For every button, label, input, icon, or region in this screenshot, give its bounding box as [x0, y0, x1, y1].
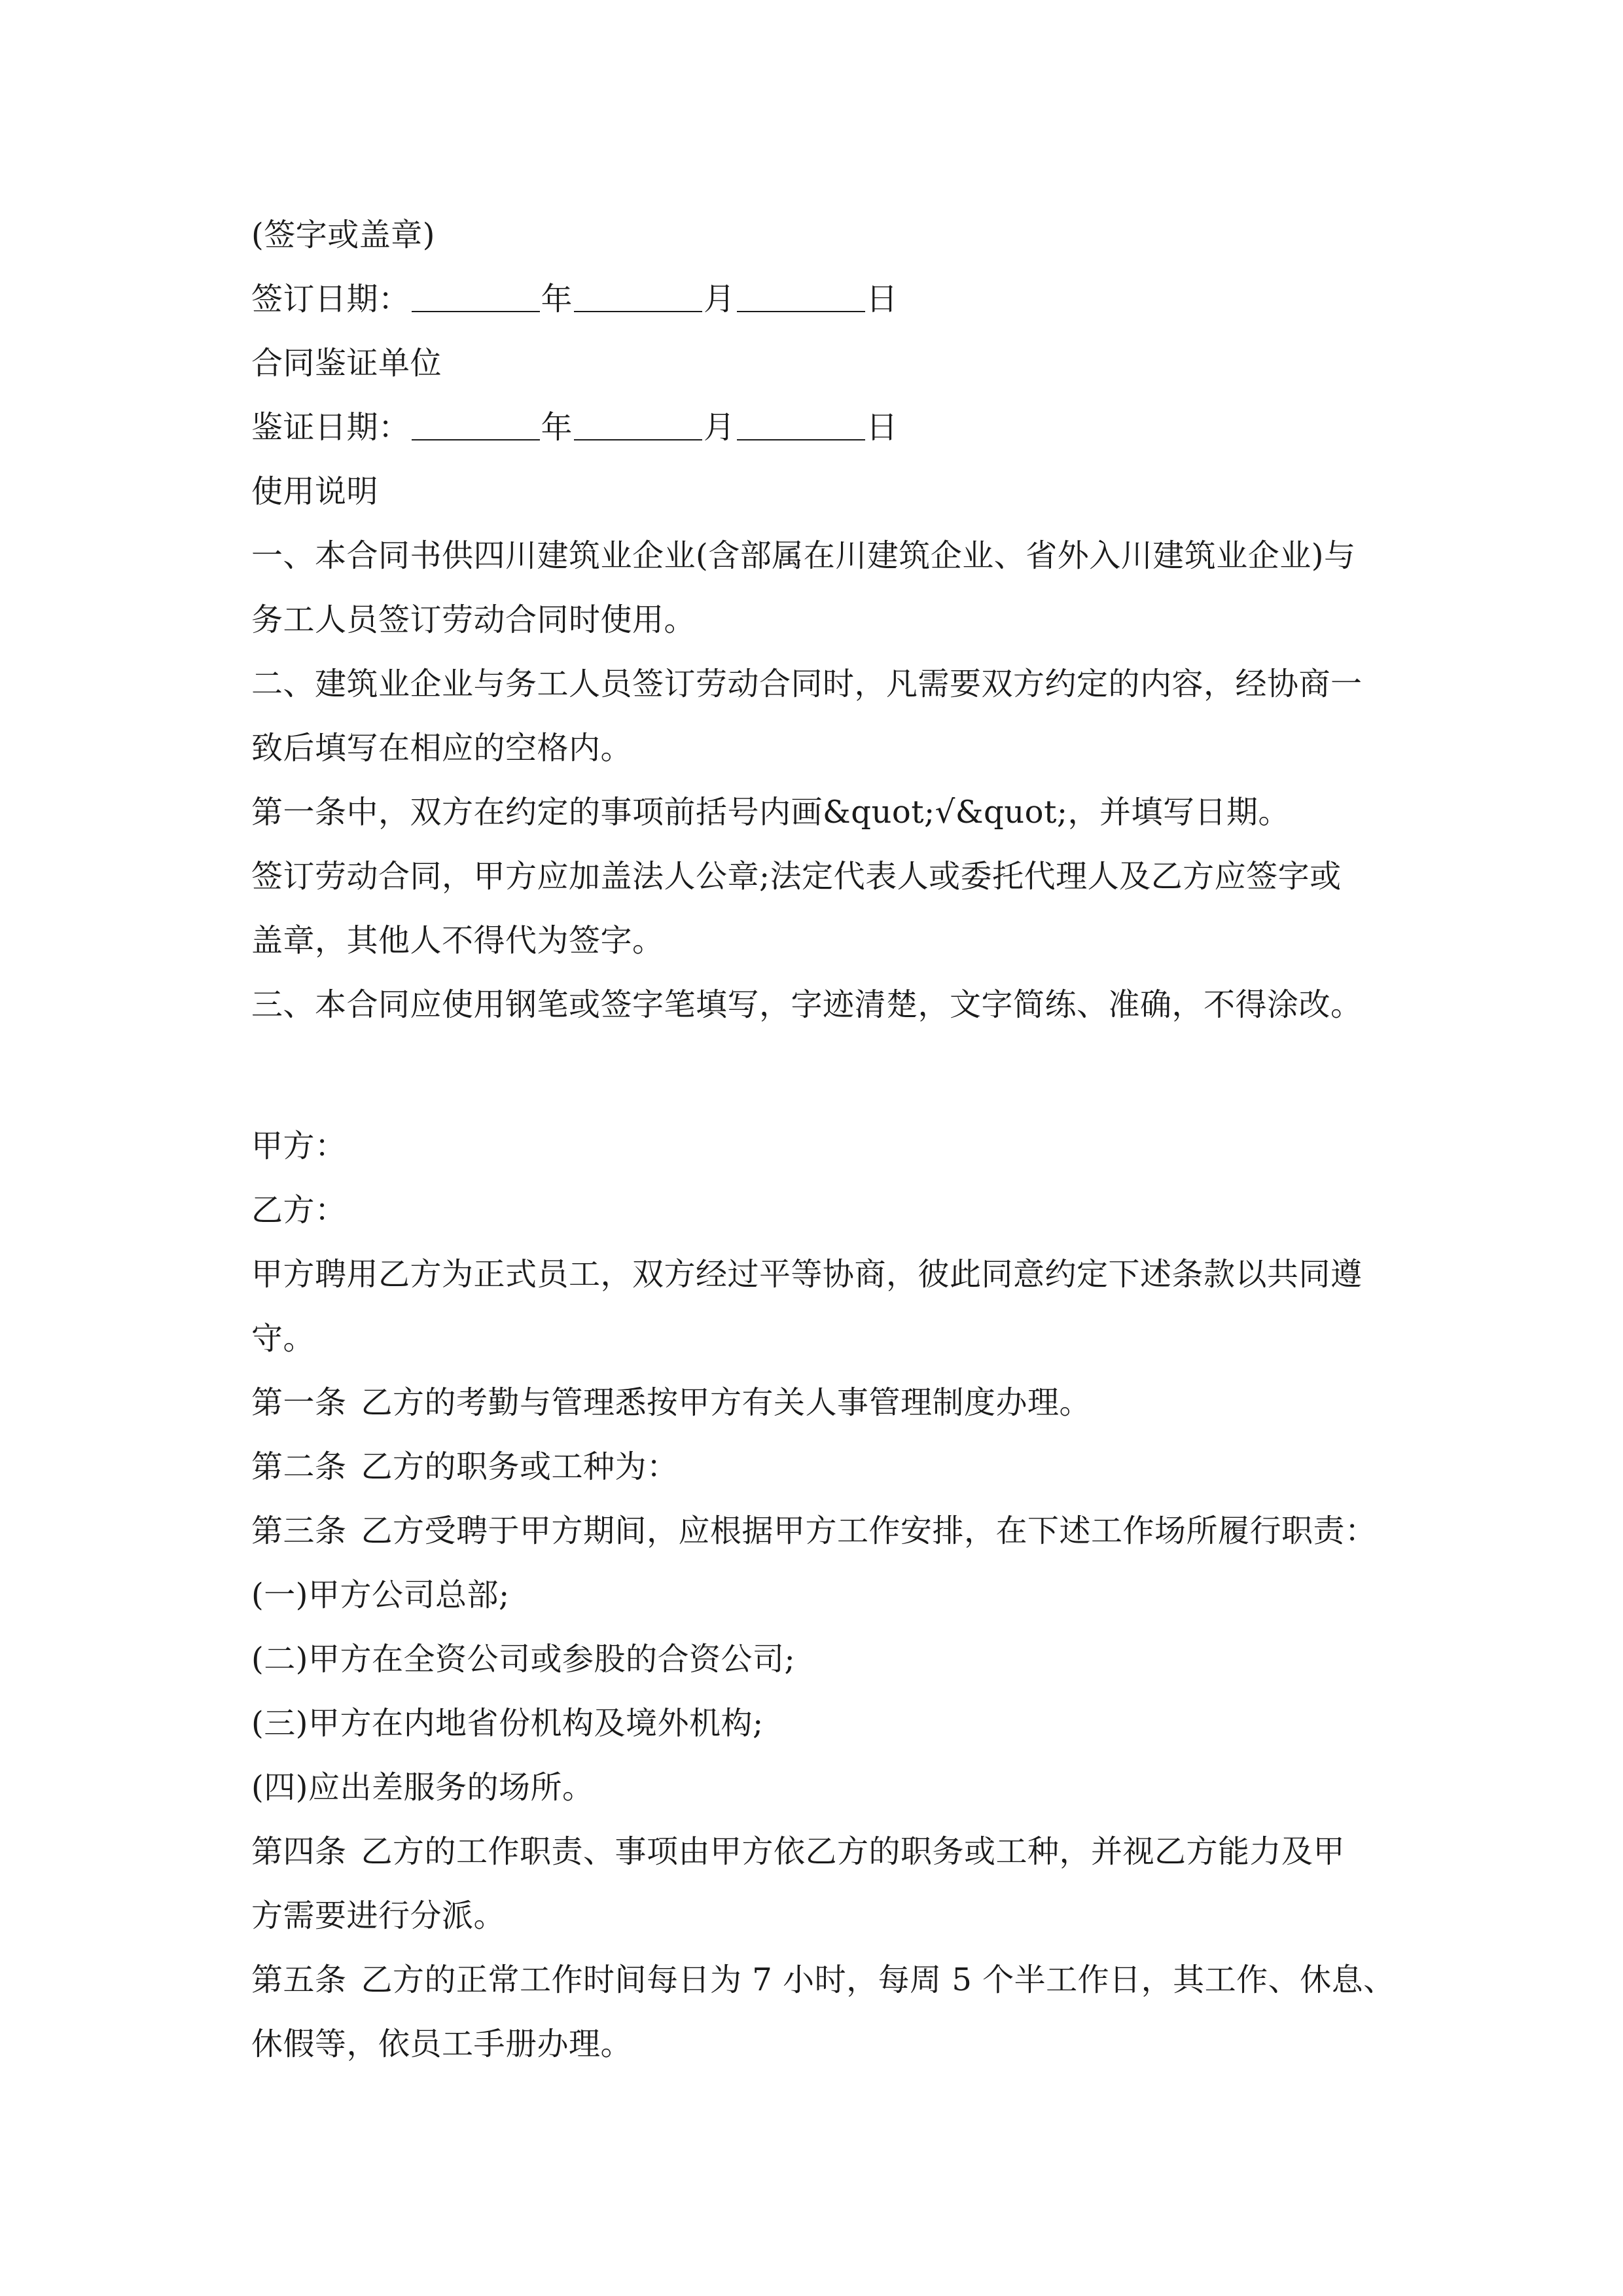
article-number: 第五条 — [251, 1962, 347, 1998]
verify-date-line — [251, 395, 1403, 459]
article-text: 乙方的考勤与管理悉按甲方有关人事管理制度办理。 — [361, 1384, 1092, 1421]
sign-or-seal: (签字或盖章) — [251, 217, 435, 253]
instruction-line: 盖章，其他人不得代为签字。 — [251, 922, 664, 959]
article-text: 乙方的正常工作时间每日为 7 小时，每周 5 个半工作日，其工作、休息、 — [361, 1962, 1395, 1998]
article-text: 乙方的职务或工种为： — [361, 1448, 679, 1485]
verify-month-blank[interactable] — [574, 413, 702, 440]
instruction-line: 一、本合同书供四川建筑业企业(含部属在川建筑企业、省外入川建筑业企业)与 — [251, 537, 1356, 574]
article-text: 乙方受聘于甲方期间，应根据甲方工作安排，在下述工作场所履行职责： — [361, 1513, 1377, 1549]
instruction-line: 第一条中，双方在约定的事项前括号内画&quot;√&quot;，并填写日期。 — [251, 794, 1291, 831]
contract-intro: 甲方聘用乙方为正式员工，双方经过平等协商，彼此同意约定下述条款以共同遵 — [251, 1256, 1363, 1293]
party-b-label: 乙方： — [251, 1192, 347, 1229]
day-label: 日 — [866, 409, 899, 446]
article-number: 第三条 — [251, 1513, 347, 1549]
verify-day-blank[interactable] — [737, 413, 865, 440]
sign-date-label: 签订日期： — [251, 281, 410, 317]
sign-day-blank[interactable] — [737, 285, 865, 312]
instructions-title: 使用说明 — [251, 473, 379, 510]
article-number: 第二条 — [251, 1448, 347, 1485]
workplace-item: (三)甲方在内地省份机构及境外机构; — [251, 1705, 764, 1742]
instruction-line: 致后填写在相应的空格内。 — [251, 730, 633, 766]
article-5-cont: 休假等，依员工手册办理。 — [251, 2026, 633, 2062]
article-2 — [251, 1435, 1403, 1499]
year-label: 年 — [541, 409, 573, 446]
contract-intro-cont: 守。 — [251, 1320, 315, 1357]
document-page — [251, 203, 1403, 2076]
sign-year-blank[interactable] — [412, 285, 540, 312]
workplace-item: (一)甲方公司总部; — [251, 1577, 510, 1613]
section-spacer — [251, 1037, 1403, 1114]
article-4-cont: 方需要进行分派。 — [251, 1897, 506, 1934]
instruction-line: 三、本合同应使用钢笔或签字笔填写，字迹清楚，文字简练、准确，不得涂改。 — [251, 986, 1363, 1023]
instruction-line: 签订劳动合同，甲方应加盖法人公章;法定代表人或委托代理人及乙方应签字或 — [251, 858, 1342, 895]
instruction-line: 务工人员签订劳动合同时使用。 — [251, 601, 696, 638]
verify-unit: 合同鉴证单位 — [251, 345, 442, 382]
article-number: 第四条 — [251, 1833, 347, 1870]
sign-month-blank[interactable] — [574, 285, 702, 312]
day-label: 日 — [866, 281, 899, 317]
sign-date-line — [251, 267, 1403, 331]
article-5 — [251, 1948, 1403, 2012]
party-a-label: 甲方： — [251, 1128, 347, 1164]
article-number: 第一条 — [251, 1384, 347, 1421]
workplace-item: (四)应出差服务的场所。 — [251, 1769, 594, 1806]
month-label: 月 — [704, 281, 736, 317]
instruction-line: 二、建筑业企业与务工人员签订劳动合同时，凡需要双方约定的内容，经协商一 — [251, 666, 1363, 702]
verify-date-label: 鉴证日期： — [251, 409, 410, 446]
workplace-item: (二)甲方在全资公司或参股的合资公司; — [251, 1641, 796, 1677]
month-label: 月 — [704, 409, 736, 446]
article-1 — [251, 1371, 1403, 1435]
year-label: 年 — [541, 281, 573, 317]
verify-year-blank[interactable] — [412, 413, 540, 440]
article-3 — [251, 1499, 1403, 1563]
article-text: 乙方的工作职责、事项由甲方依乙方的职务或工种，并视乙方能力及甲 — [361, 1833, 1346, 1870]
article-4 — [251, 1820, 1403, 1884]
